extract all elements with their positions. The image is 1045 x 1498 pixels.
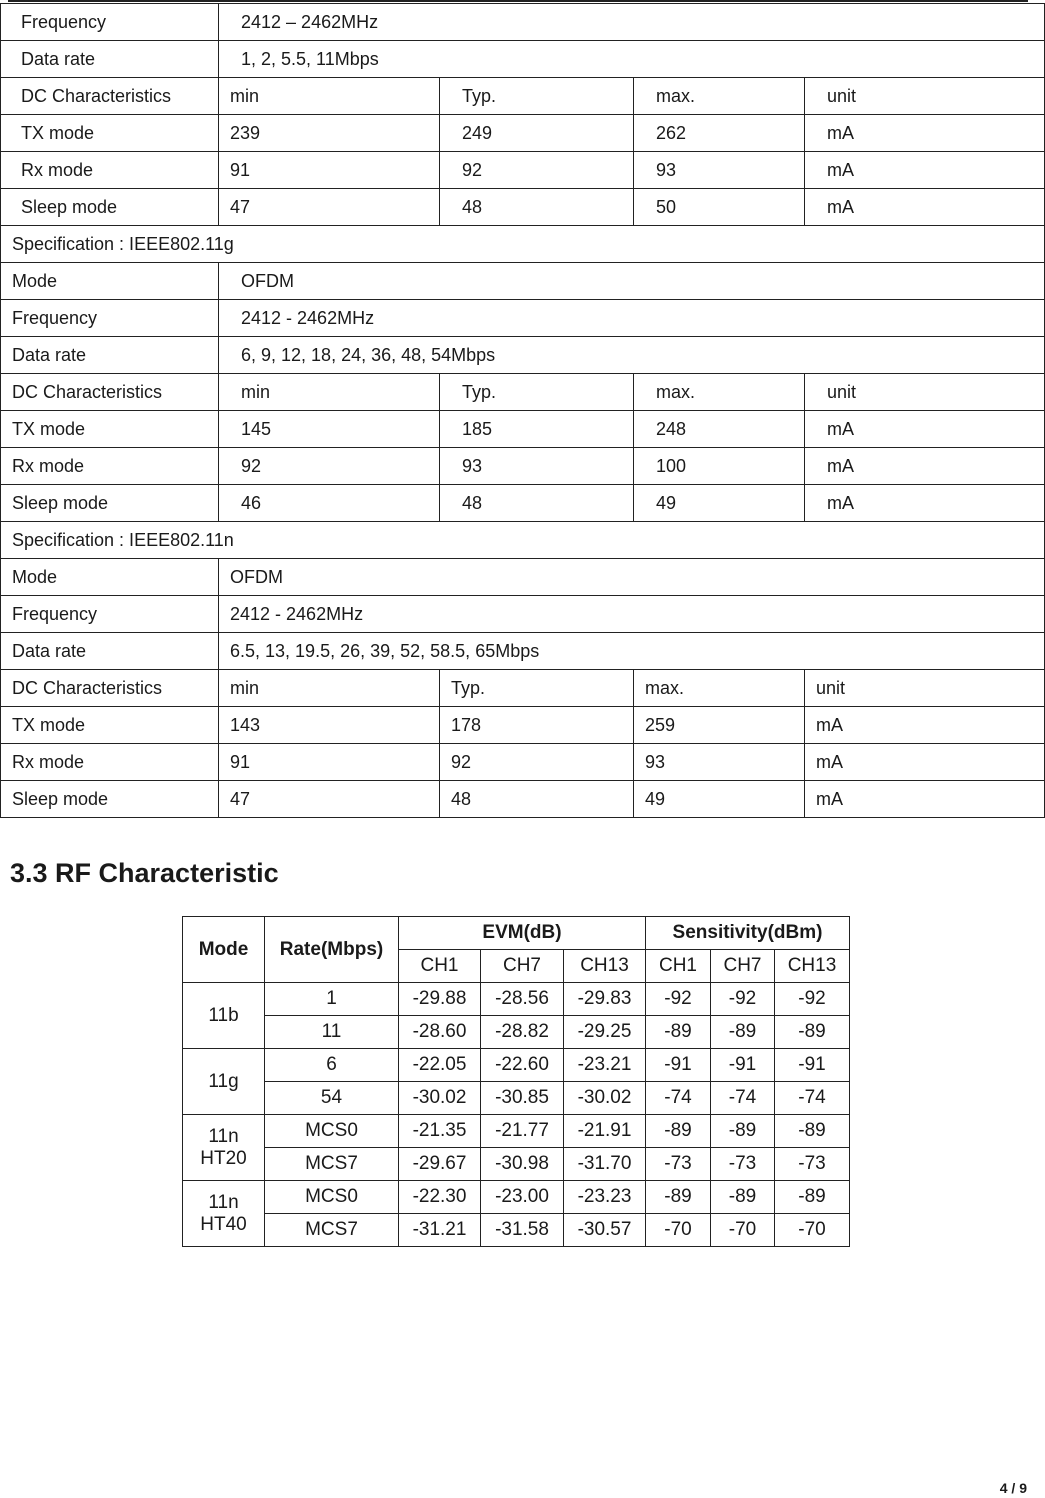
table-cell: 49 bbox=[634, 781, 805, 818]
table-cell: 50 bbox=[634, 189, 805, 226]
table-cell: -91 bbox=[775, 1049, 850, 1082]
table-cell: mA bbox=[805, 707, 1045, 744]
table-cell: 92 bbox=[440, 744, 634, 781]
table-row bbox=[1, 559, 1045, 596]
mode-line: HT20 bbox=[200, 1147, 247, 1169]
table-cell: mA bbox=[805, 448, 1045, 485]
mode-line: 11n bbox=[208, 1191, 239, 1213]
table-cell: unit bbox=[805, 374, 1045, 411]
table-row bbox=[1, 300, 1045, 337]
table-row bbox=[1, 374, 1045, 411]
table-cell: -23.23 bbox=[564, 1181, 646, 1214]
table-cell: mA bbox=[805, 152, 1045, 189]
table-cell: 93 bbox=[634, 152, 805, 189]
mode-label: Mode bbox=[1, 559, 219, 596]
table-cell: 185 bbox=[440, 411, 634, 448]
data-rate-value: 6.5, 13, 19.5, 26, 39, 52, 58.5, 65Mbps bbox=[219, 633, 1045, 670]
table-cell: 145 bbox=[219, 411, 440, 448]
table-cell: MCS0 bbox=[265, 1181, 399, 1214]
table-cell: 47 bbox=[219, 781, 440, 818]
data-rate-value: 6, 9, 12, 18, 24, 36, 48, 54Mbps bbox=[219, 337, 1045, 374]
table-cell: -22.05 bbox=[399, 1049, 481, 1082]
mode-line: HT40 bbox=[200, 1213, 247, 1235]
header-channel: CH1 bbox=[646, 950, 711, 983]
table-cell: 93 bbox=[634, 744, 805, 781]
table-row bbox=[1, 115, 1045, 152]
table-cell: TX mode bbox=[1, 115, 219, 152]
mode-label: Mode bbox=[1, 263, 219, 300]
table-cell: 178 bbox=[440, 707, 634, 744]
table-cell: MCS0 bbox=[265, 1115, 399, 1148]
data-rate-label: Data rate bbox=[1, 337, 219, 374]
table-row bbox=[1, 522, 1045, 559]
table-row bbox=[1, 707, 1045, 744]
page-number: 4 / 9 bbox=[999, 1480, 1027, 1496]
table-cell: 100 bbox=[634, 448, 805, 485]
table-cell: -91 bbox=[646, 1049, 711, 1082]
table-row bbox=[183, 1049, 850, 1082]
table-cell: 239 bbox=[219, 115, 440, 152]
header-mode: Mode bbox=[183, 917, 265, 983]
table-row bbox=[1, 781, 1045, 818]
table-cell: MCS7 bbox=[265, 1214, 399, 1247]
table-cell: -89 bbox=[775, 1115, 850, 1148]
table-cell: mA bbox=[805, 485, 1045, 522]
table-row bbox=[1, 596, 1045, 633]
table-row bbox=[1, 337, 1045, 374]
table-cell: -70 bbox=[646, 1214, 711, 1247]
table-cell: -28.56 bbox=[481, 983, 564, 1016]
table-row bbox=[1, 411, 1045, 448]
table-cell: TX mode bbox=[1, 707, 219, 744]
table-row bbox=[183, 983, 850, 1016]
table-row bbox=[183, 917, 850, 950]
top-rule bbox=[8, 0, 1028, 2]
table-cell: -89 bbox=[711, 1115, 775, 1148]
table-cell: -30.85 bbox=[481, 1082, 564, 1115]
header-channel: CH13 bbox=[564, 950, 646, 983]
table-row bbox=[1, 448, 1045, 485]
table-cell: -89 bbox=[711, 1181, 775, 1214]
table-row bbox=[183, 1181, 850, 1214]
table-cell: mA bbox=[805, 781, 1045, 818]
mode-cell bbox=[183, 1181, 265, 1247]
table-cell: 49 bbox=[634, 485, 805, 522]
header-channel: CH13 bbox=[775, 950, 850, 983]
table-cell: Typ. bbox=[440, 374, 634, 411]
table-cell: 48 bbox=[440, 781, 634, 818]
frequency-label: Frequency bbox=[1, 4, 219, 41]
table-cell: max. bbox=[634, 78, 805, 115]
table-cell: -31.58 bbox=[481, 1214, 564, 1247]
table-cell: 6 bbox=[265, 1049, 399, 1082]
table-cell: 249 bbox=[440, 115, 634, 152]
table-cell: -73 bbox=[711, 1148, 775, 1181]
table-cell: -74 bbox=[711, 1082, 775, 1115]
table-cell: -92 bbox=[775, 983, 850, 1016]
table-cell: -89 bbox=[775, 1016, 850, 1049]
table-cell: Sleep mode bbox=[1, 485, 219, 522]
table-cell: -92 bbox=[711, 983, 775, 1016]
table-cell: -31.21 bbox=[399, 1214, 481, 1247]
table-cell: DC Characteristics bbox=[1, 670, 219, 707]
table-cell: 54 bbox=[265, 1082, 399, 1115]
table-cell: min bbox=[219, 670, 440, 707]
table-row bbox=[183, 1016, 850, 1049]
table-cell: -73 bbox=[646, 1148, 711, 1181]
table-cell: -31.70 bbox=[564, 1148, 646, 1181]
header-channel: CH1 bbox=[399, 950, 481, 983]
table-cell: DC Characteristics bbox=[1, 78, 219, 115]
table-cell: 48 bbox=[440, 189, 634, 226]
table-cell: min bbox=[219, 374, 440, 411]
table-cell: Sleep mode bbox=[1, 781, 219, 818]
table-cell: -23.00 bbox=[481, 1181, 564, 1214]
frequency-label: Frequency bbox=[1, 300, 219, 337]
table-cell: TX mode bbox=[1, 411, 219, 448]
table-cell: -29.67 bbox=[399, 1148, 481, 1181]
data-rate-label: Data rate bbox=[1, 633, 219, 670]
table-row bbox=[1, 485, 1045, 522]
mode-cell: 11g bbox=[183, 1049, 265, 1115]
table-cell: -21.35 bbox=[399, 1115, 481, 1148]
table-cell: 46 bbox=[219, 485, 440, 522]
table-cell: Typ. bbox=[440, 78, 634, 115]
table-row bbox=[1, 226, 1045, 263]
table-cell: Rx mode bbox=[1, 152, 219, 189]
table-row bbox=[1, 670, 1045, 707]
table-cell: -28.82 bbox=[481, 1016, 564, 1049]
table-cell: -70 bbox=[775, 1214, 850, 1247]
header-channel: CH7 bbox=[711, 950, 775, 983]
table-cell: -29.25 bbox=[564, 1016, 646, 1049]
table-cell: Rx mode bbox=[1, 448, 219, 485]
table-cell: unit bbox=[805, 78, 1045, 115]
spec-heading-11g: Specification : IEEE802.11g bbox=[1, 226, 1045, 263]
table-cell: -89 bbox=[646, 1016, 711, 1049]
table-cell: 92 bbox=[219, 448, 440, 485]
table-row bbox=[1, 152, 1045, 189]
table-row bbox=[183, 1115, 850, 1148]
table-row bbox=[1, 633, 1045, 670]
table-cell: -91 bbox=[711, 1049, 775, 1082]
table-row bbox=[1, 78, 1045, 115]
table-cell: 248 bbox=[634, 411, 805, 448]
table-cell: min bbox=[219, 78, 440, 115]
section-heading: 3.3 RF Characteristic bbox=[10, 858, 279, 888]
table-cell: -30.98 bbox=[481, 1148, 564, 1181]
table-cell: -29.83 bbox=[564, 983, 646, 1016]
table-cell: 262 bbox=[634, 115, 805, 152]
table-cell: -21.91 bbox=[564, 1115, 646, 1148]
table-cell: -74 bbox=[646, 1082, 711, 1115]
table-cell: -89 bbox=[775, 1181, 850, 1214]
table-cell: -89 bbox=[711, 1016, 775, 1049]
table-cell: unit bbox=[805, 670, 1045, 707]
table-cell: Sleep mode bbox=[1, 189, 219, 226]
mode-value: OFDM bbox=[219, 263, 1045, 300]
table-cell: 11 bbox=[265, 1016, 399, 1049]
table-cell: -70 bbox=[711, 1214, 775, 1247]
table-cell: -22.30 bbox=[399, 1181, 481, 1214]
spec-heading-11n: Specification : IEEE802.11n bbox=[1, 522, 1045, 559]
mode-cell bbox=[183, 1115, 265, 1181]
frequency-label: Frequency bbox=[1, 596, 219, 633]
table-cell: 48 bbox=[440, 485, 634, 522]
table-row bbox=[183, 1214, 850, 1247]
header-rate: Rate(Mbps) bbox=[265, 917, 399, 983]
data-rate-label: Data rate bbox=[1, 41, 219, 78]
mode-line: 11n bbox=[208, 1125, 239, 1147]
table-cell: -21.77 bbox=[481, 1115, 564, 1148]
table-cell: 93 bbox=[440, 448, 634, 485]
table-cell: max. bbox=[634, 374, 805, 411]
table-cell: mA bbox=[805, 115, 1045, 152]
table-row bbox=[183, 1082, 850, 1115]
mode-cell: 11b bbox=[183, 983, 265, 1049]
table-row bbox=[183, 1148, 850, 1181]
table-cell: max. bbox=[634, 670, 805, 707]
table-cell: -30.02 bbox=[399, 1082, 481, 1115]
table-cell: -30.02 bbox=[564, 1082, 646, 1115]
header-channel: CH7 bbox=[481, 950, 564, 983]
table-cell: 1 bbox=[265, 983, 399, 1016]
header-evm: EVM(dB) bbox=[399, 917, 646, 950]
mode-value: OFDM bbox=[219, 559, 1045, 596]
table-cell: MCS7 bbox=[265, 1148, 399, 1181]
table-cell: mA bbox=[805, 189, 1045, 226]
table-cell: -89 bbox=[646, 1115, 711, 1148]
table-cell: 47 bbox=[219, 189, 440, 226]
table-cell: -73 bbox=[775, 1148, 850, 1181]
rf-characteristic-table bbox=[182, 916, 850, 1247]
table-cell: -29.88 bbox=[399, 983, 481, 1016]
table-cell: mA bbox=[805, 411, 1045, 448]
table-cell: Rx mode bbox=[1, 744, 219, 781]
table-cell: -28.60 bbox=[399, 1016, 481, 1049]
frequency-value: 2412 - 2462MHz bbox=[219, 596, 1045, 633]
table-cell: -74 bbox=[775, 1082, 850, 1115]
table-cell: 92 bbox=[440, 152, 634, 189]
table-row bbox=[1, 263, 1045, 300]
table-row bbox=[1, 189, 1045, 226]
table-cell: 143 bbox=[219, 707, 440, 744]
table-cell: -30.57 bbox=[564, 1214, 646, 1247]
header-sensitivity: Sensitivity(dBm) bbox=[646, 917, 850, 950]
table-row bbox=[1, 41, 1045, 78]
frequency-value: 2412 – 2462MHz bbox=[219, 4, 1045, 41]
table-cell: -92 bbox=[646, 983, 711, 1016]
table-cell: 91 bbox=[219, 744, 440, 781]
table-cell: mA bbox=[805, 744, 1045, 781]
table-cell: 91 bbox=[219, 152, 440, 189]
data-rate-value: 1, 2, 5.5, 11Mbps bbox=[219, 41, 1045, 78]
table-cell: 259 bbox=[634, 707, 805, 744]
table-cell: -89 bbox=[646, 1181, 711, 1214]
table-cell: DC Characteristics bbox=[1, 374, 219, 411]
frequency-value: 2412 - 2462MHz bbox=[219, 300, 1045, 337]
table-cell: -23.21 bbox=[564, 1049, 646, 1082]
table-row bbox=[1, 744, 1045, 781]
table-row bbox=[1, 4, 1045, 41]
table-cell: -22.60 bbox=[481, 1049, 564, 1082]
dc-spec-table bbox=[0, 3, 1045, 818]
table-cell: Typ. bbox=[440, 670, 634, 707]
